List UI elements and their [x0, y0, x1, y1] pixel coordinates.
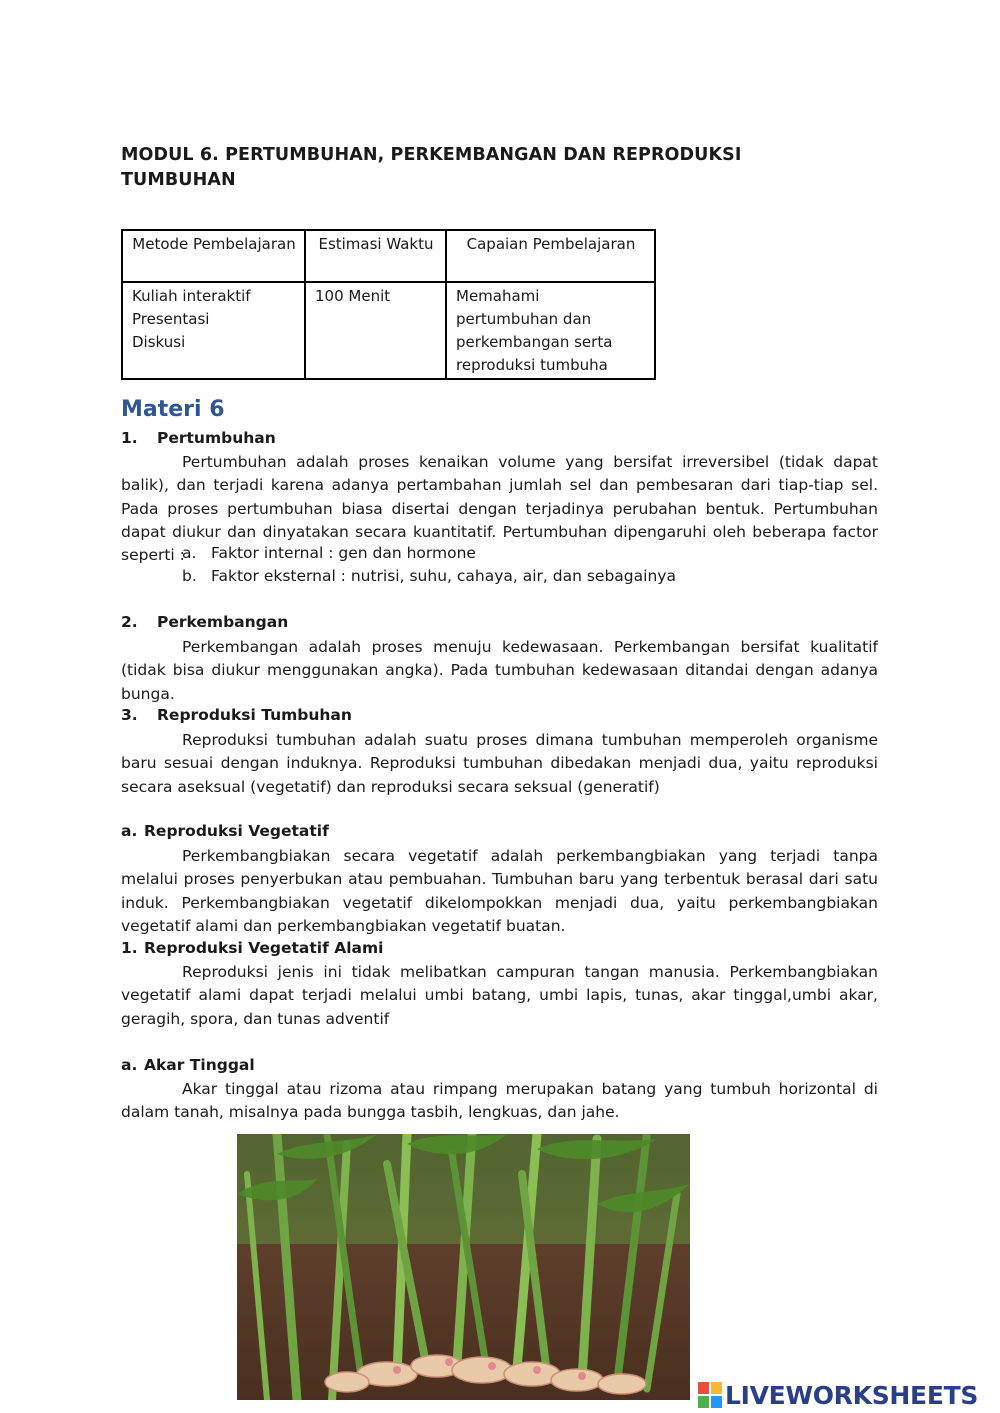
paragraph-vegetatif: Perkembangbiakan secara vegetatif adalah perkembangbiakan yang terjadi tanpa melalui proses penyerbukan atau pembuahan. Tumbuhan baru yang terbentuk berasal dari satu induk. Perkembangbiakan vegetatif dikelompokkan menjadi dua, yaitu perkembangbiakan vegetatif alami dan perkembangbiakan vegetatif buatan. — [121, 847, 878, 935]
paragraph-pertumbuhan: Pertumbuhan adalah proses kenaikan volume yang bersifat irreversibel (tidak dapat balik), dan terjadi karena adanya pertambahan jumlah sel dan pembesaran dari tiap-tiap sel. Pada proses pertumbuhan biasa disertai dengan terjadinya perubahan bentuk. Pertumbuhan dapat diukur dan dinyatakan secara kuantitatif. Pertumbuhan dipengaruhi oleh beberapa factor seperti : — [121, 453, 878, 565]
list-item — [182, 544, 476, 562]
method-item: Kuliah interaktif — [132, 287, 251, 305]
methods-cell — [122, 282, 305, 379]
list-text: Faktor eksternal : nutrisi, suhu, cahaya, air, dan sebagainya — [211, 567, 676, 585]
section-heading-vegetatif-alami — [121, 939, 383, 957]
paragraph-vegetatif-alami: Reproduksi jenis ini tidak melibatkan campuran tangan manusia. Perkembangbiakan vegetatif alami dapat terjadi melalui umbi batang, umbi lapis, tunas, akar tinggal,umbi akar, geragih, spora, dan tunas adventif — [121, 963, 878, 1028]
ginger-plant-photo — [237, 1134, 690, 1400]
liveworksheets-logo — [698, 1380, 978, 1410]
section-number: 2. — [121, 613, 138, 631]
watermark-text: LIVEWORKSHEETS — [725, 1380, 979, 1410]
module-title: MODUL 6. PERTUMBUHAN, PERKEMBANGAN DAN REPRODUKSI TUMBUHAN — [121, 145, 742, 190]
section-title: Akar Tinggal — [144, 1056, 255, 1074]
outcome-cell: Memahami pertumbuhan dan perkembangan serta reproduksi tumbuha — [446, 282, 655, 379]
section-heading-akar-tinggal — [121, 1056, 255, 1074]
section-number: 3. — [121, 706, 138, 724]
info-table-header-row — [122, 230, 655, 282]
info-table-body-row — [122, 282, 655, 379]
paragraph-akar-tinggal: Akar tinggal atau rizoma atau rimpang merupakan batang yang tumbuh horizontal di dalam tanah, misalnya pada bungga tasbih, lengkuas, dan jahe. — [121, 1080, 878, 1122]
time-cell: 100 Menit — [305, 282, 446, 379]
header-capaian: Capaian Pembelajaran — [446, 230, 655, 282]
method-item: Diskusi — [132, 333, 186, 351]
section-heading-perkembangan — [121, 613, 288, 631]
info-table — [121, 229, 656, 380]
section-title: Pertumbuhan — [157, 429, 276, 447]
list-marker: b. — [182, 567, 197, 585]
section-heading-reproduksi — [121, 706, 352, 724]
section-heading-pertumbuhan — [121, 429, 276, 447]
list-text: Faktor internal : gen dan hormone — [211, 544, 476, 562]
list-item — [182, 567, 676, 585]
materi-title: Materi 6 — [121, 397, 225, 422]
list-marker: a. — [182, 544, 197, 562]
section-title: Perkembangan — [157, 613, 289, 631]
section-title: Reproduksi Vegetatif — [144, 822, 329, 840]
header-estimasi: Estimasi Waktu — [305, 230, 446, 282]
header-metode: Metode Pembelajaran — [122, 230, 305, 282]
ginger-plant-icon — [237, 1134, 690, 1400]
paragraph-perkembangan: Perkembangan adalah proses menuju kedewasaan. Perkembangan bersifat kualitatif (tidak bisa diukur menggunakan angka). Pada tumbuhan kedewasaan ditandai dengan adanya bunga. — [121, 638, 878, 703]
section-number: a. — [121, 1056, 138, 1074]
paragraph-reproduksi: Reproduksi tumbuhan adalah suatu proses dimana tumbuhan memperoleh organisme baru sesuai dengan induknya. Reproduksi tumbuhan dibedakan menjadi dua, yaitu reproduksi secara aseksual (vegetatif) dan reproduksi secara seksual (generatif) — [121, 731, 878, 796]
section-number: 1. — [121, 939, 138, 957]
section-title: Reproduksi Tumbuhan — [157, 706, 352, 724]
section-number: 1. — [121, 429, 138, 447]
method-item: Presentasi — [132, 310, 210, 328]
liveworksheets-logo-icon — [698, 1382, 722, 1408]
section-number: a. — [121, 822, 138, 840]
section-heading-vegetatif — [121, 822, 329, 840]
section-title: Reproduksi Vegetatif Alami — [144, 939, 384, 957]
